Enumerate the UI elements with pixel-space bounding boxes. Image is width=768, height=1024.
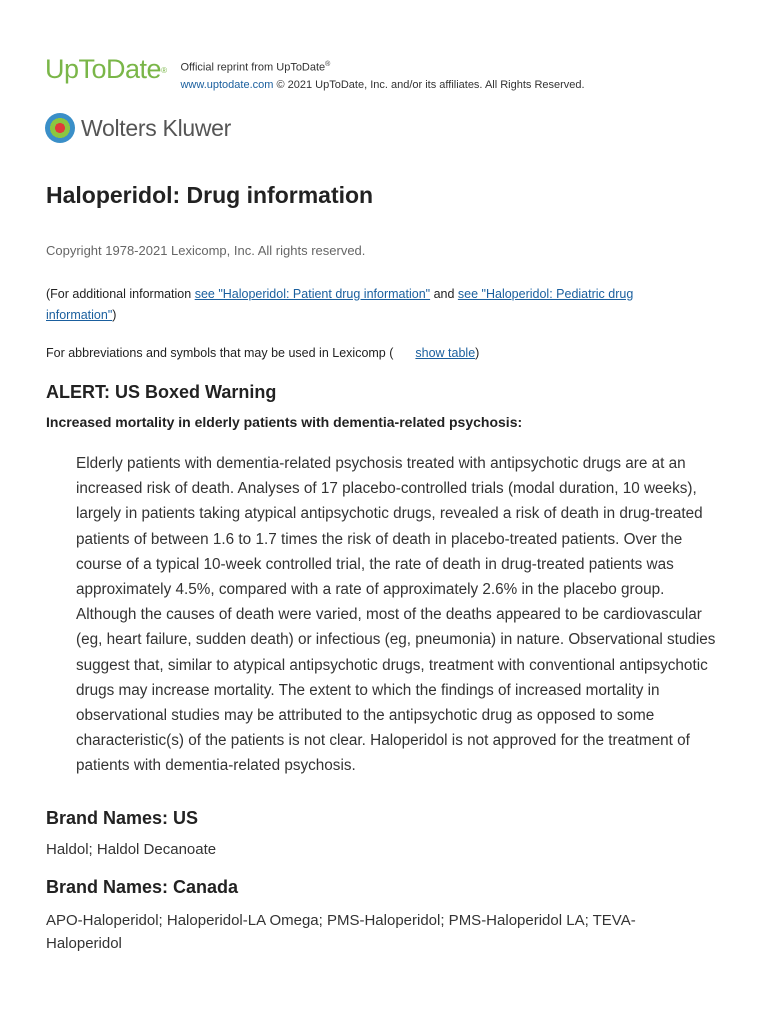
pediatric-drug-info-link[interactable]: see "Haloperidol: Pediatric drug information" [46,287,634,322]
reprint-notice: Official reprint from UpToDate® www.uptodate.com © 2021 UpToDate, Inc. and/or its affiliates. All Rights Reserved. [180,61,585,91]
brand-us-heading: Brand Names: US [46,808,199,828]
page-title: Haloperidol: Drug information [46,182,374,208]
brand-us-list: Haldol; Haldol Decanoate [46,841,217,858]
reprint-header [45,52,585,94]
uptodate-logo: UpToDate® [45,54,167,84]
brand-canada-heading: Brand Names: Canada [46,877,239,897]
lexicomp-copyright: Copyright 1978-2021 Lexicomp, Inc. All rights reserved. [46,243,366,258]
brand-canada-list: APO-Haloperidol; Haloperidol-LA Omega; PMS-Haloperidol; PMS-Haloperidol LA; TEVA-Haloperidol [46,912,636,952]
uptodate-link[interactable]: www.uptodate.com [180,78,274,91]
patient-drug-info-link[interactable]: see "Haloperidol: Patient drug information" [194,287,431,301]
alert-heading: ALERT: US Boxed Warning [46,382,277,402]
boxed-warning-text: Elderly patients with dementia-related psychosis treated with antipsychotic drugs are at an increased risk of death. Analyses of 17 placebo-controlled trials (modal duration, 10 weeks), largely in patients taking atypical antipsychotic drugs, revealed a risk of death in drug-treated patients of between 1.6 to 1.7 times the risk of death in placebo-treated patients. Over the course of a typical 10-week controlled trial, the rate of death in drug-treated patients was approximately 4.5%, compared with a rate of approximately 2.6% in the placebo group. Although the causes of death were varied, most of the deaths appeared to be cardiovascular (eg, heart failure, sudden death) or infectious (eg, pneumonia) in nature. Observational studies suggest that, similar to atypical antipsychotic drugs, treatment with conventional antipsychotic drugs may increase mortality. The extent to which the findings of increased mortality in observational studies may be attributed to the antipsychotic drug as opposed to some characteristic(s) of the patients is not clear. Haloperidol is not approved for the treatment of patients with dementia-related psychosis. [76,455,716,775]
wolters-kluwer-logo-icon [45,113,75,143]
abbreviations-note: For abbreviations and symbols that may be used in Lexicomp ( show table) [46,346,480,360]
alert-subheading: Increased mortality in elderly patients with dementia-related psychosis: [46,414,523,430]
wolters-kluwer-logo: Wolters Kluwer [45,113,231,143]
additional-info: (For additional information see "Haloperidol: Patient drug information" and see "Haloperidol: Pediatric drug information") [46,287,634,322]
show-table-link[interactable]: show table [415,346,476,360]
